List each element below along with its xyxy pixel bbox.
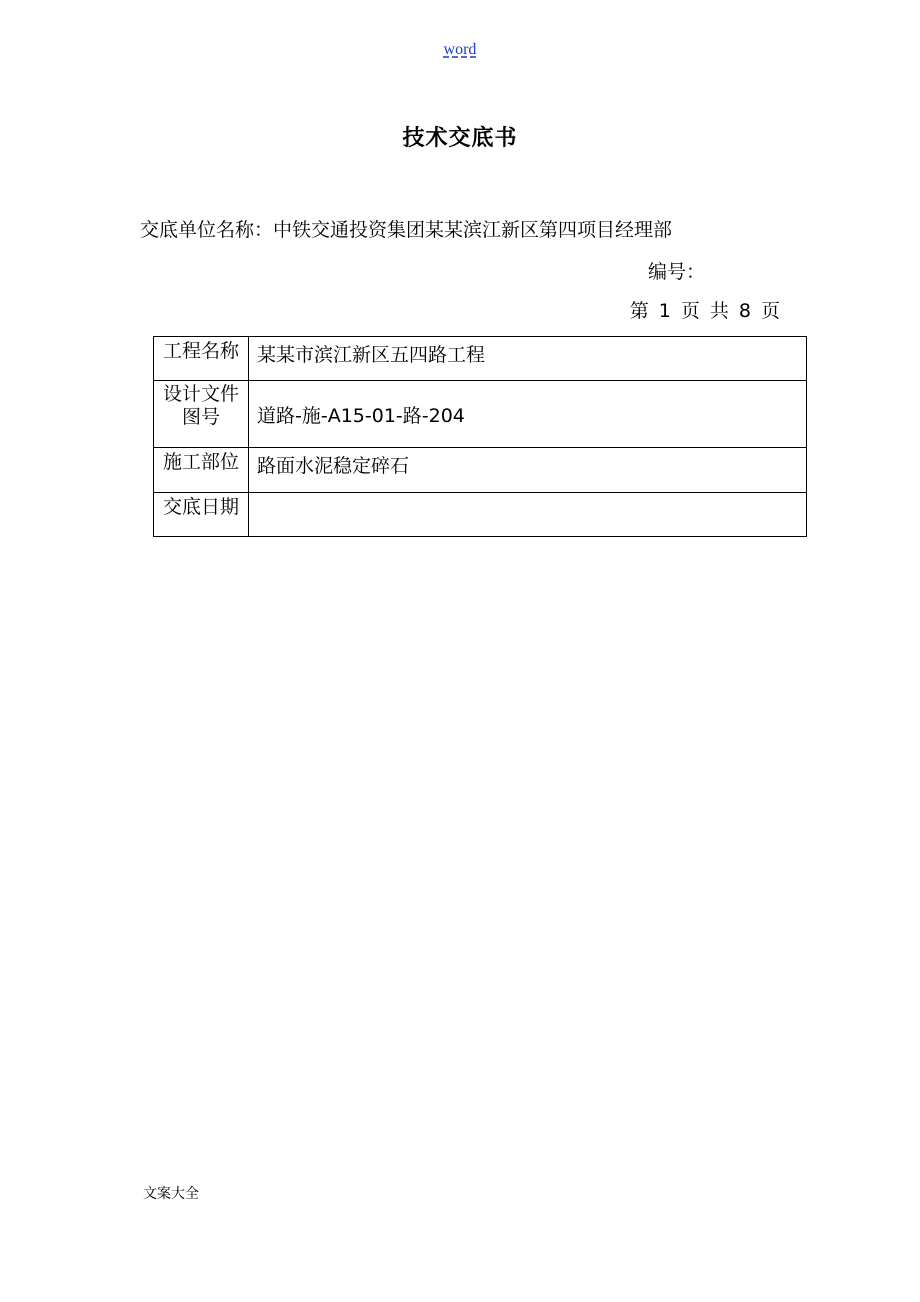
table-row xyxy=(154,448,807,493)
construction-part-label: 施工部位 xyxy=(154,448,249,493)
document-title: 技术交底书 xyxy=(402,126,518,151)
page-prefix: 第 xyxy=(629,300,649,322)
briefing-date-value[interactable] xyxy=(249,493,807,537)
unit-name-line xyxy=(140,215,672,242)
drawing-number-label xyxy=(154,381,249,448)
page-indicator xyxy=(630,296,780,323)
drawing-number-label-line2: 图号 xyxy=(181,406,220,428)
page-total: 8 xyxy=(738,300,751,322)
drawing-number-value: 道路-施-A15-01-路-204 xyxy=(249,381,807,448)
project-name-label: 工程名称 xyxy=(154,337,249,381)
briefing-date-label: 交底日期 xyxy=(154,493,249,537)
page-word: 页 xyxy=(680,300,700,322)
page-current: 1 xyxy=(658,300,671,322)
project-name-value: 某某市滨江新区五四路工程 xyxy=(249,337,807,381)
construction-part-value: 路面水泥稳定碎石 xyxy=(249,448,807,493)
project-info-table xyxy=(153,336,807,537)
table-row xyxy=(154,381,807,448)
unit-name-value: 中铁交通投资集团某某滨江新区第四项目经理部 xyxy=(273,219,673,241)
table-row xyxy=(154,493,807,537)
table-row xyxy=(154,337,807,381)
drawing-number-label-line1: 设计文件 xyxy=(162,383,239,405)
footer-text: 文案大全 xyxy=(143,1186,199,1202)
page-total-prefix: 共 xyxy=(709,300,729,322)
unit-name-label: 交底单位名称： xyxy=(140,219,274,241)
document-number-label: 编号： xyxy=(648,261,706,283)
header-word-link[interactable]: word xyxy=(443,41,477,58)
page-suffix: 页 xyxy=(760,300,780,322)
